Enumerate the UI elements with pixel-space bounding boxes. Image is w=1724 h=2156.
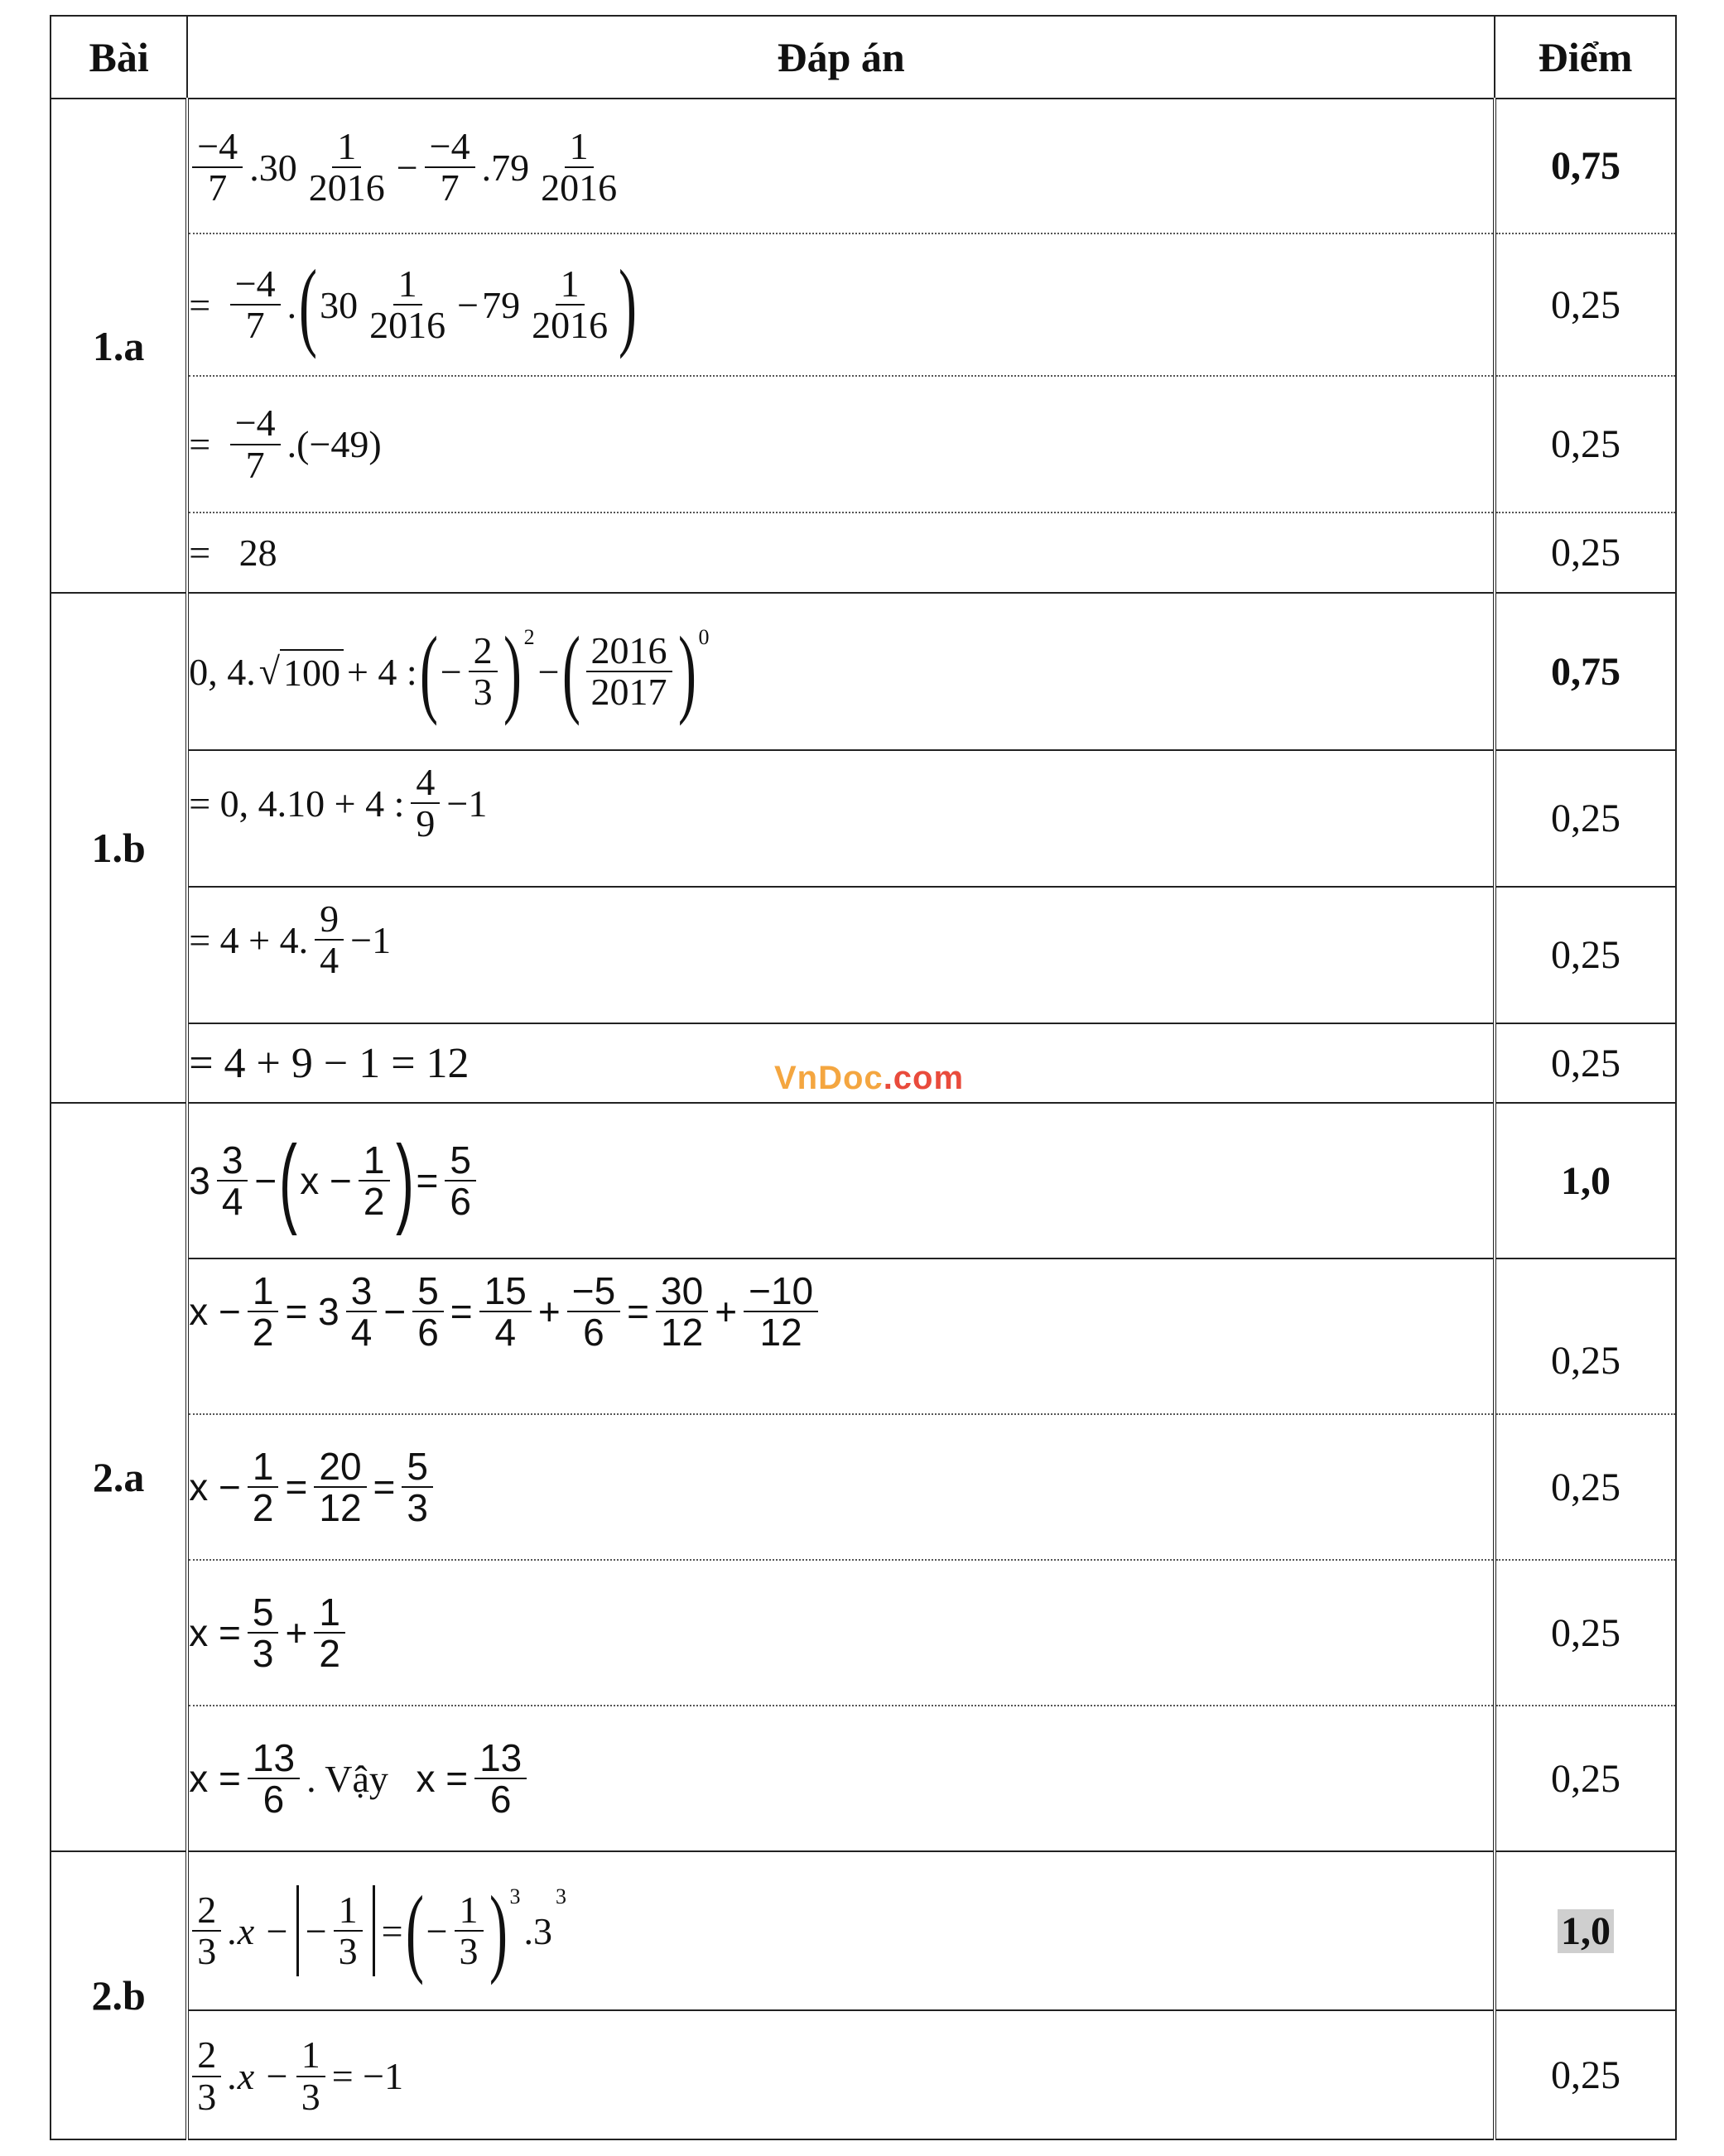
math-expression: x − $\frac{1}{2}$ = $\frac{20}{12}$ = $\frac{5}{3}$ — [189, 1446, 436, 1528]
points-cell: 0,75 — [1495, 593, 1676, 750]
answer-step — [187, 376, 1495, 513]
problem-label-1b: 1.b — [51, 593, 187, 1103]
answer-step — [187, 1103, 1495, 1258]
points-cell: 0,25 — [1495, 233, 1676, 376]
header-row — [51, 16, 1676, 99]
points-cell: 0,25 — [1495, 1023, 1676, 1103]
answer-step — [187, 1258, 1495, 1414]
points-cell: 0,25 — [1495, 887, 1676, 1023]
row-1b-1 — [51, 593, 1676, 750]
answer-step — [187, 233, 1495, 376]
answer-step — [187, 593, 1495, 750]
row-2a-5 — [51, 1706, 1676, 1851]
points-cell: 0,25 — [1495, 513, 1676, 593]
row-2a-3 — [51, 1414, 1676, 1560]
answer-step — [187, 1560, 1495, 1706]
points-cell: 0,25 — [1495, 1258, 1676, 1414]
answer-step — [187, 1414, 1495, 1560]
row-2b-1 — [51, 1851, 1676, 2010]
header-bai: Bài — [51, 16, 187, 99]
points-cell: 0,25 — [1495, 750, 1676, 887]
row-1b-3 — [51, 887, 1676, 1023]
points-cell: 0,25 — [1495, 2010, 1676, 2139]
answer-step — [187, 887, 1495, 1023]
problem-label-1a: 1.a — [51, 99, 187, 593]
math-expression: 0, 4. √ 100 + 4 : ( − $\frac{2}{3}$ ) 2 − ( 2016 2017 ) 0 — [189, 616, 710, 726]
answer-step — [187, 750, 1495, 887]
points-cell: 0,25 — [1495, 1560, 1676, 1706]
problem-label-2b: 2.b — [51, 1851, 187, 2139]
math-expression: = 4 + 4. 9 4 −1 — [189, 898, 392, 982]
math-expression: = 0, 4.10 + 4 : 4 9 −1 — [189, 761, 488, 845]
row-1a-3 — [51, 376, 1676, 513]
answer-step — [187, 1851, 1495, 2010]
points-cell: 0,25 — [1495, 376, 1676, 513]
answer-step — [187, 1706, 1495, 1851]
row-2a-2 — [51, 1258, 1676, 1414]
header-diem: Điểm — [1495, 16, 1676, 99]
math-expression: = $\frac{-4}{7}$ . ( 30 1 2016 − 79 1 2016 ) — [189, 249, 638, 359]
row-1a-4 — [51, 513, 1676, 593]
row-1b-2 — [51, 750, 1676, 887]
points-cell: 0,25 — [1495, 1706, 1676, 1851]
row-2b-2 — [51, 2010, 1676, 2139]
points-cell: 0,75 — [1495, 99, 1676, 233]
answer-step — [187, 99, 1495, 233]
points-cell: 1,0 — [1495, 1103, 1676, 1258]
row-2a-1 — [51, 1103, 1676, 1258]
row-1a-1 — [51, 99, 1676, 233]
math-expression: x − $\frac{1}{2}$ = 3 3 4 − $\frac{5}{6}$ = $\frac{15}{4}$ + $\frac{-5}{6}$ = $\frac{30}{12}$ + $\frac{-10}{12}$ — [189, 1271, 821, 1353]
answer-step — [187, 2010, 1495, 2139]
math-expression: x = $\frac{13}{6}$ . Vậy x = $\frac{13}{6}$ — [189, 1738, 530, 1820]
math-expression: 2 3 .x − $\frac{1}{3}$ = −1 — [189, 2035, 403, 2117]
row-1a-2 — [51, 233, 1676, 376]
points-cell: 0,25 — [1495, 1414, 1676, 1560]
math-expression: 2 3 .x − − $\frac{1}{3}$ = ( − $\frac{1}{3}$ ) 3 .3 3 — [189, 1881, 566, 1980]
problem-label-2a: 2.a — [51, 1103, 187, 1851]
header-dap-an: Đáp án — [187, 16, 1495, 99]
answer-step: = 4 + 9 − 1 = 12 — [187, 1023, 1495, 1103]
answer-step: = 28 — [187, 513, 1495, 593]
math-expression: x = $\frac{5}{3}$ + $\frac{1}{2}$ — [189, 1592, 349, 1674]
math-expression: 3 3 4 − ( x − $\frac{1}{2}$ ) = $\frac{5}{6}$ — [189, 1131, 479, 1230]
vndoc-watermark: VnDoc.com — [774, 1060, 965, 1096]
math-expression: −4 7 .30 1 2016 − $\frac{-4}{7}$ .79 1 2016 — [189, 127, 625, 209]
math-expression: = $\frac{-4}{7}$ .(−49) — [189, 402, 382, 486]
points-cell — [1495, 1851, 1676, 2010]
highlighted-points: 1,0 — [1558, 1909, 1614, 1953]
row-2a-4 — [51, 1560, 1676, 1706]
